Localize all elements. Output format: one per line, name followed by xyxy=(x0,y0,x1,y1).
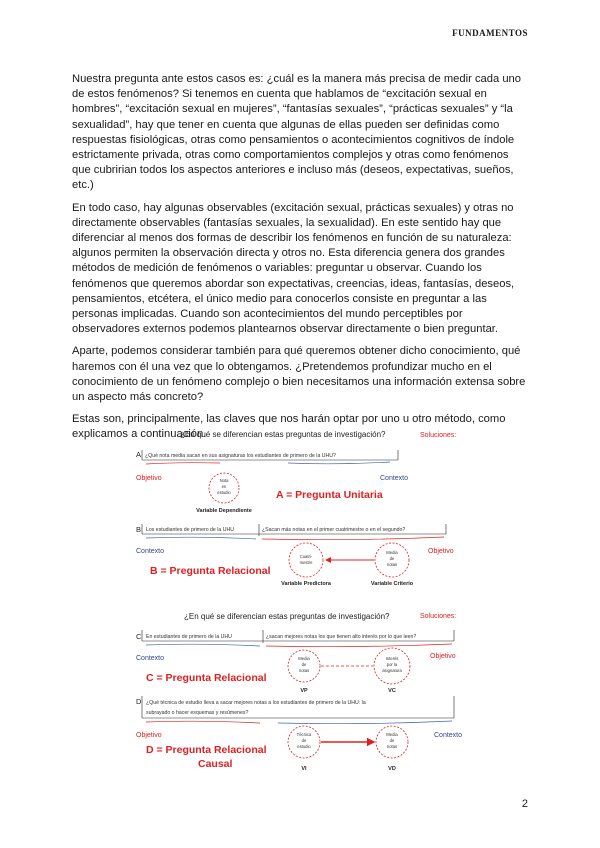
fig2-question-d-line1: ¿Qué técnica de estudio lleva a sacar mejores notas a los estudiantes de primero de la UHU: la xyxy=(146,700,366,706)
figure-1 xyxy=(128,428,468,590)
paragraph-4: Estas son, principalmente, las claves que nos harán optar por uno u otro método, como explicamos a continuación. xyxy=(72,413,506,441)
fig2-d-vi: VI xyxy=(301,766,307,772)
fig2-c-right-l1: Interés xyxy=(385,656,399,661)
fig1-a-contexto: Contexto xyxy=(380,475,409,482)
fig1-letter-a: A xyxy=(136,450,142,459)
paragraph-2: En todo caso, hay algunas observables (excitación sexual, prácticas sexuales) y otras no directamente observables (fantasías sexuales, la sexualidad). En este sentido hay que diferenciar al menos dos formas de describir los fenómenos en función de su naturaleza: algunos permiten la observación directa y otros no. Esta diferencia genera dos grandes métodos de medición de fenómenos o variables: preguntar u observar. Cuando los fenómenos que queremos abordar son expectativas, creencias, ideas, fantasías, deseos, pensamientos, etcétera, el único medio para conocerlos consiste en preguntar a las personas implicadas. Cuando son acontecimientos del mundo perceptibles por observadores externos podemos plantearnos observar directamente o bien preguntar. xyxy=(72,201,515,336)
figure-1-diagram xyxy=(128,428,468,590)
fig1-b-contexto: Contexto xyxy=(136,548,165,555)
fig1-b-answer: B = Pregunta Relacional xyxy=(150,565,271,577)
fig2-d-vd: VD xyxy=(388,766,396,772)
fig1-question-a: ¿Qué nota media sacan en sus asignaturas los estudiantes de primero de la UHU? xyxy=(145,453,336,459)
fig2-d-right-l3: notas xyxy=(386,744,398,749)
fig2-c-right-l2: por la xyxy=(386,662,398,667)
fig1-b-var-left: Variable Predictora xyxy=(281,581,331,587)
fig2-letter-d: D xyxy=(136,697,142,706)
paragraph-1: Nuestra pregunta ante estos casos es: ¿cuál es la manera más precisa de medir cada uno de estos fenómenos? Si tenemos en cuenta que hablamos de “excitación sexual en hombres”, “excitación sexual en mujeres”, “fantasías sexuales”, “prácticas sexuales” y “la sexualidad”, hay que tener en cuenta que algunas de ellas pueden ser definidas como respuestas fisiológicas, otras como pensamientos o acontecimientos cognitivos de índole estrictamente privada, otras como comportamientos complejos y otras como fenómenos que cubririan todos los aspectos anteriores e incluso más (deseos, expectativas, sueños, etc.) xyxy=(72,73,521,192)
fig1-title: ¿En qué se diferencian estas preguntas de investigación? xyxy=(180,430,386,439)
fig2-d-answer-line1: D = Pregunta Relacional xyxy=(146,744,267,756)
fig2-c-left-l3: notas xyxy=(298,668,310,673)
fig1-a-circle-l1: Nota xyxy=(219,478,229,483)
fig1-question-b-objective: ¿Sacan más notas en el primer cuatrimestre o en el segundo? xyxy=(262,527,406,533)
fig2-d-left-l3: estudio xyxy=(297,744,311,749)
fig2-question-c-context: En estudiantes de primero de la UHU xyxy=(146,634,232,640)
fig2-c-objetivo: Objetivo xyxy=(430,653,456,660)
fig2-solutions: Soluciones: xyxy=(420,613,457,620)
body-text xyxy=(72,72,528,450)
fig2-c-vc: VC xyxy=(388,688,396,694)
fig2-title: ¿En qué se diferencian estas preguntas de investigación? xyxy=(184,612,390,621)
fig1-b-right-l2: de xyxy=(389,556,395,561)
page-number: 2 xyxy=(521,798,528,810)
fig1-b-right-l1: Media xyxy=(386,550,398,555)
fig2-c-answer: C = Pregunta Relacional xyxy=(146,672,267,684)
figure-2 xyxy=(128,604,468,776)
fig2-c-left-l1: Media xyxy=(298,656,310,661)
fig2-c-left-l2: de xyxy=(301,662,307,667)
fig2-question-c-objective: ¿sacan mejores notas los que tienen alto interés por lo que leen? xyxy=(266,634,417,640)
fig1-a-answer: A = Pregunta Unitaria xyxy=(276,489,383,501)
fig2-c-contexto: Contexto xyxy=(136,655,165,662)
fig1-a-var-label: Variable Dependiente xyxy=(196,508,252,514)
paragraph-3: Aparte, podemos considerar también para qué queremos obtener dicho conocimiento, qué haremos con él una vez que lo obtengamos. ¿Pretendemos profundizar mucho en el conocimiento de un fenómeno complejo o bien necesitamos una información extensa sobre un aspecto más concreto? xyxy=(72,345,526,404)
fig2-c-vp: VP xyxy=(300,688,308,694)
fig2-d-right-l1: Media xyxy=(386,732,398,737)
fig1-b-right-l3: notas xyxy=(386,562,398,567)
fig2-d-contexto: Contexto xyxy=(434,732,463,739)
fig2-d-left-l1: Técnica xyxy=(296,732,312,737)
fig1-b-objetivo: Objetivo xyxy=(428,548,454,555)
fig1-a-circle-l2: en xyxy=(221,484,227,489)
fig2-d-right-l2: de xyxy=(389,738,395,743)
fig1-solutions: Soluciones: xyxy=(420,432,457,439)
running-header: FUNDAMENTOS xyxy=(452,28,528,38)
fig2-letter-c: C xyxy=(136,632,142,641)
fig2-d-objetivo: Objetivo xyxy=(136,732,162,739)
fig1-b-left-l1: Cuatri- xyxy=(299,554,313,559)
fig2-question-d-line2: subrayado o hacer esquemas y resúmenes? xyxy=(146,710,249,716)
fig1-letter-b: B xyxy=(136,525,142,534)
fig1-a-circle-l3: estudio xyxy=(217,490,231,495)
fig1-b-left-l2: mestre xyxy=(299,560,313,565)
figure-2-diagram xyxy=(128,604,468,776)
fig2-c-right-l3: asignatura xyxy=(382,668,402,673)
fig1-a-objetivo: Objetivo xyxy=(136,475,162,482)
fig1-question-b-context: Los estudiantes de primero de la UHU xyxy=(146,527,234,533)
fig2-d-left-l2: de xyxy=(301,738,307,743)
fig2-d-answer-line2: Causal xyxy=(198,758,233,770)
fig1-b-var-right: Variable Criterio xyxy=(370,581,414,587)
